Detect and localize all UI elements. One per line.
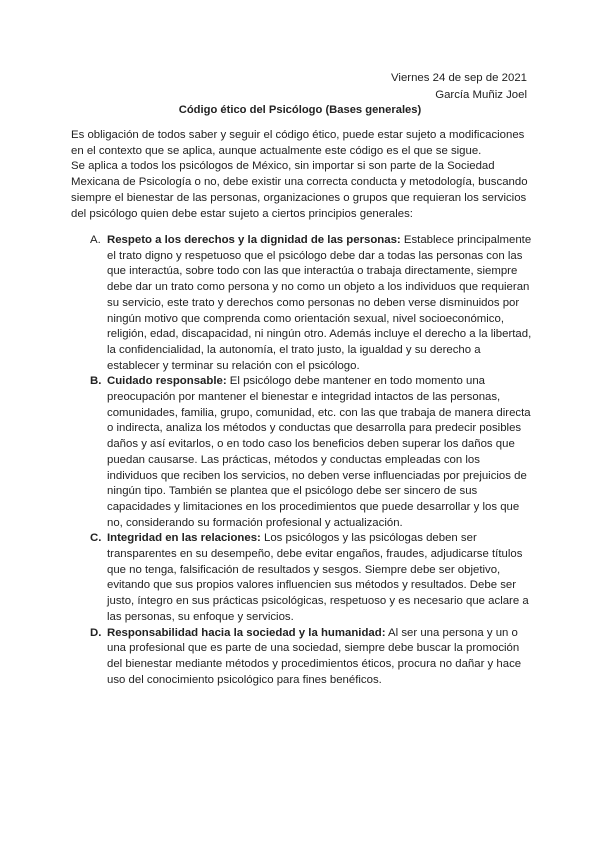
list-marker: D. <box>90 626 102 639</box>
principle-text: Establece principalmente el trato digno y respetuoso que el psicólogo debe dar a todas las personas con las que interactúa, sobre todo con las que interactúa o trabaja directamente, siempre debe dar un trato como persona y no como un objeto a los individuos que requieran su servicio, este trato y derechos como personas no deben verse disminuidos por ningún motivo que comprenda como orientación sexual, nivel socioeconómico, religión, edad, discapacidad, ni ningún otro. Además incluye el derecho a la libertad, la confidencialidad, la autonomía, el trato justo, la igualdad y su derecho a establecer y terminar su relación con el psicólogo. <box>107 234 532 372</box>
principle-text: Los psicólogos y las psicólogas deben ser transparentes en su desempeño, debe evitar engaños, fraudes, adjudicarse títulos que no tenga, falsificación de resultados y sesgos. Siempre debe ser objetivo, evitando que sus propios valores influencien sus métodos y resultados. Debe ser justo, íntegro en sus prácticas psicológicas, respetuoso y es necesario que aclare a las personas, su enfoque y servicios. <box>107 532 529 623</box>
list-marker: C. <box>90 532 102 545</box>
intro-section <box>71 128 531 222</box>
intro-paragraph-1: Es obligación de todos saber y seguir el código ético, puede estar sujeto a modificaciones en el contexto que se aplica, aunque actualmente este código es el que se sigue. <box>71 129 525 157</box>
principle-term: Responsabilidad hacia la sociedad y la humanidad: <box>107 626 386 639</box>
principle-item-c <box>86 531 532 625</box>
principle-text: El psicólogo debe mantener en todo momento una preocupación por mantener el bienestar e integridad intactos de las personas, comunidades, familia, grupo, comunidad, etc. con las que trabaja de manera directa o indirecta, analiza los métodos y conductas que desarrolla para predecir posibles daños y así evitarlos, o en todo caso los beneficios deben superar los daños que puedan causarse. Las prácticas, métodos y conductas empleadas con los individuos que reciben los servicios, no deben verse influenciadas por prejuicios de ningún tipo. También se plantea que el psicólogo debe ser sincero de sus capacidades y limitaciones en los procedimientos que puede desarrollar y los que no, considerando su formación profesional y actualización. <box>107 375 531 529</box>
principle-item-a <box>86 233 532 374</box>
author-line: García Muñiz Joel <box>435 89 527 101</box>
principle-item-d <box>86 626 532 689</box>
document-title: Código ético del Psicólogo (Bases generales) <box>178 104 422 116</box>
intro-paragraph-2: Se aplica a todos los psicólogos de México, sin importar si son parte de la Sociedad Mexicana de Psicología o no, debe existir una correcta conducta y metodología, buscando siempre el bienestar de las personas, organizaciones o grupos que requieran los servicios del psicólogo quien debe estar sujeto a ciertos principios generales: <box>71 160 528 220</box>
principle-term: Respeto a los derechos y la dignidad de las personas: <box>107 234 401 246</box>
principle-term: Cuidado responsable: <box>107 375 227 388</box>
document-header <box>391 70 527 104</box>
principles-list <box>86 233 532 688</box>
list-marker: B. <box>90 375 102 388</box>
principle-item-b <box>86 374 532 531</box>
principle-text: Al ser una persona y un o una profesional que es parte de una sociedad, siempre debe buscar la promoción del bienestar mediante métodos y procedimientos éticos, procura no dañar y hace uso del conocimiento psicológico para fines benéficos. <box>107 626 522 686</box>
principle-term: Integridad en las relaciones: <box>107 532 261 545</box>
list-marker: A. <box>90 234 101 246</box>
date-line: Viernes 24 de sep de 2021 <box>391 72 527 84</box>
